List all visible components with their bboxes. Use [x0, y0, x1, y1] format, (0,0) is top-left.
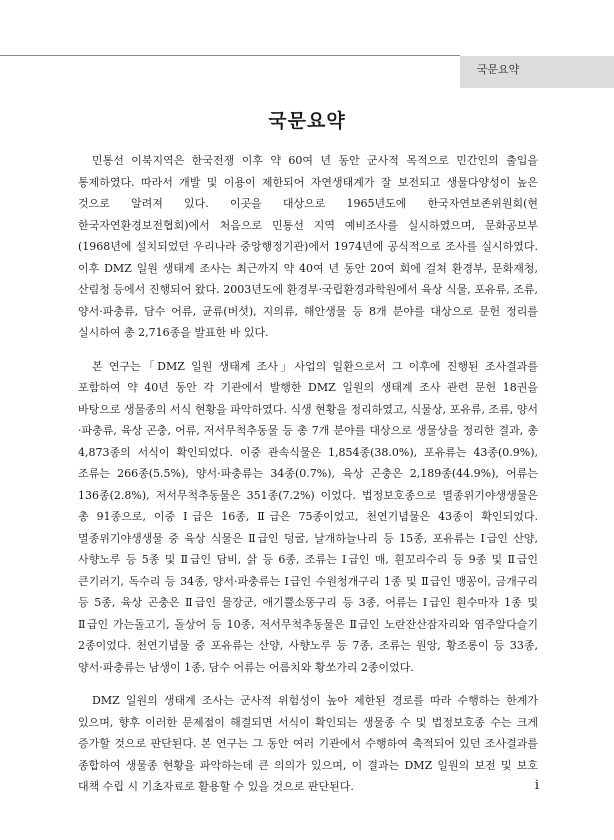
header-rule: [0, 55, 460, 56]
paragraph-intro: 민통선 이북지역은 한국전쟁 이후 약 60여 년 동안 군사적 목적으로 민간인의 출입을 통제하였다. 따라서 개발 및 이용이 제한되어 자연생태계가 잘 보전되고 생물다양성이 높은 것으로 알려져 있다. 이곳을 대상으로 1965년도에 한국자연보존위원회(현 한국자연환경보전협회)에서 처음으로 민통선 지역 예비조사를 실시하였으며, 문화공보부(1968년에 설치되었던 우리나라 중앙행정기관)에서 1974년에 공식적으로 조사를 실시하였다. 이후 DMZ 일원 생태계 조사는 최근까지 약 40여 년 동안 20여 회에 걸쳐 환경부, 문화재청, 산림청 등에서 진행되어 왔다. 2003년도에 환경부·국립환경과학원에서 육상 식물, 포유류, 조류, 양서·파충류, 담수 어류, 균류(버섯), 지의류, 해안생물 등 8개 분야를 대상으로 문헌 정리를 실시하여 총 2,716종을 발표한 바 있다.: [78, 154, 538, 339]
running-header-label: 국문요약: [476, 63, 520, 76]
paragraph-results: 본 연구는「DMZ 일원 생태계 조사」사업의 일환으로서 그 이후에 진행된 조사결과를 포함하여 약 40년 동안 각 기관에서 발행한 DMZ 일원의 생태계 조사 관련 문헌 18권을 바탕으로 생물종의 서식 현황을 파악하였다. 식생 현황을 정리하였고, 식물상, 포유류, 조류, 양서·파충류, 육상 곤충, 어류, 저서무척추동물 등 총 7개 분야를 대상으로 생물상을 정리한 결과, 총 4,873종의 서식이 확인되었다. 이중 관속식물은 1,854종(38.0%), 포유류는 43종(0.9%), 조류는 266종(5.5%), 양서·파충류는 34종(0.7%), 육상 곤충은 2,189종(44.9%), 어류는 136종(2.8%), 저서무척추동물은 351종(7.2%) 이었다. 법정보호종으로 멸종위기야생생물은 총 91종으로, 이중 Ⅰ급은 16종, Ⅱ급은 75종이었고, 천연기념물은 43종이 확인되었다. 멸종위기야생생물 중 육상 식물은 Ⅱ급인 덩굴, 날개하늘나리 등 15종, 포유류는 Ⅰ급인 산양, 사향노루 등 5종 및 Ⅱ급인 담비, 삵 등 6종, 조류는 Ⅰ급인 매, 흰꼬리수리 등 9종 및 Ⅱ급인 큰기러기, 독수리 등 34종, 양서·파충류는 Ⅰ급인 수원청개구리 1종 및 Ⅱ급인 맹꽁이, 금개구리 등 5종, 육상 곤충은 Ⅱ급인 물장군, 애기뿔소똥구리 등 3종, 어류는 Ⅰ급인 흰수마자 1종 및 Ⅱ급인 가는돌고기, 돌상어 등 10종, 저서무척추동물은 Ⅱ급인 노란잔산잠자리와 염주알다슬기 2종이었다. 천연기념물 중 포유류는 산양, 사향노루 등 7종, 조류는 원앙, 황조롱이 등 33종, 양서·파충류는 남생이 1종, 담수 어류는 어름치와 황쏘가리 2종이었다.: [78, 359, 538, 674]
abstract-body: [78, 150, 538, 810]
page-title: 국문요약: [268, 110, 346, 132]
paragraph-conclusion: DMZ 일원의 생태계 조사는 군사적 위험성이 높아 제한된 경로를 따라 수행하는 한계가 있으며, 향후 이러한 문제점이 해결되면 서식이 확인되는 생물종 수 및 법정보호종 수는 크게 증가할 것으로 판단된다. 본 연구는 그 동안 여러 기관에서 수행하여 축적되어 있던 조사결과를 종합하여 생물종 현황을 파악하는데 큰 의의가 있으며, 이 결과는 DMZ 일원의 보전 및 보호 대책 수립 시 기초자료로 활용할 수 있을 것으로 판단된다.: [78, 694, 538, 793]
page-number: i: [534, 778, 540, 793]
